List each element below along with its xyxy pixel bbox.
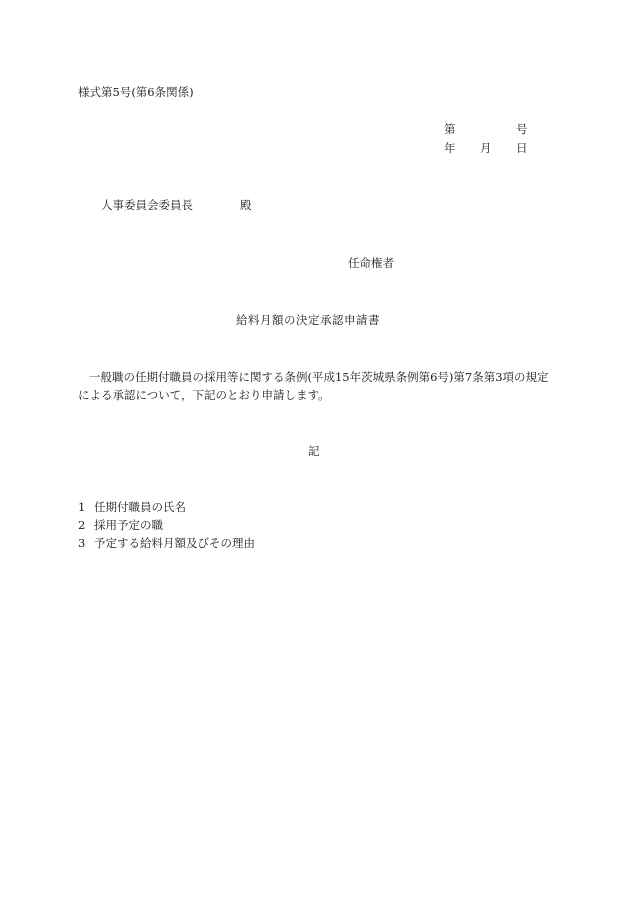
document-number-prefix: 第 (444, 122, 456, 136)
item-number: 2 (78, 518, 86, 532)
document-date-line (444, 140, 528, 156)
addressee-honorific: 殿 (240, 198, 252, 212)
item-label: 予定する給料月額及びその理由 (94, 536, 255, 550)
document-number-line (444, 121, 528, 137)
appointing-authority-label: 任命権者 (348, 256, 394, 270)
list-item (78, 534, 255, 552)
day-label: 日 (516, 141, 528, 155)
month-label: 月 (480, 141, 492, 155)
form-number: 様式第5号(第6条関係) (78, 85, 194, 99)
body-paragraph: 一般職の任期付職員の採用等に関する条例(平成15年茨城県条例第6号)第7条第3項の規定による承認について，下記のとおり申請します。 (78, 370, 549, 402)
year-label: 年 (444, 141, 456, 155)
list-item (78, 498, 255, 516)
ki-heading: 記 (308, 444, 320, 458)
item-list (78, 498, 255, 552)
addressee-title: 人事委員会委員長 (101, 198, 193, 212)
addressee-line (101, 197, 252, 213)
list-item (78, 516, 255, 534)
item-number: 3 (78, 536, 86, 550)
item-label: 任期付職員の氏名 (94, 500, 186, 514)
item-label: 採用予定の職 (94, 518, 163, 532)
item-number: 1 (78, 500, 86, 514)
document-title: 給料月額の決定承認申請書 (236, 313, 380, 327)
document-number-suffix: 号 (516, 122, 528, 136)
